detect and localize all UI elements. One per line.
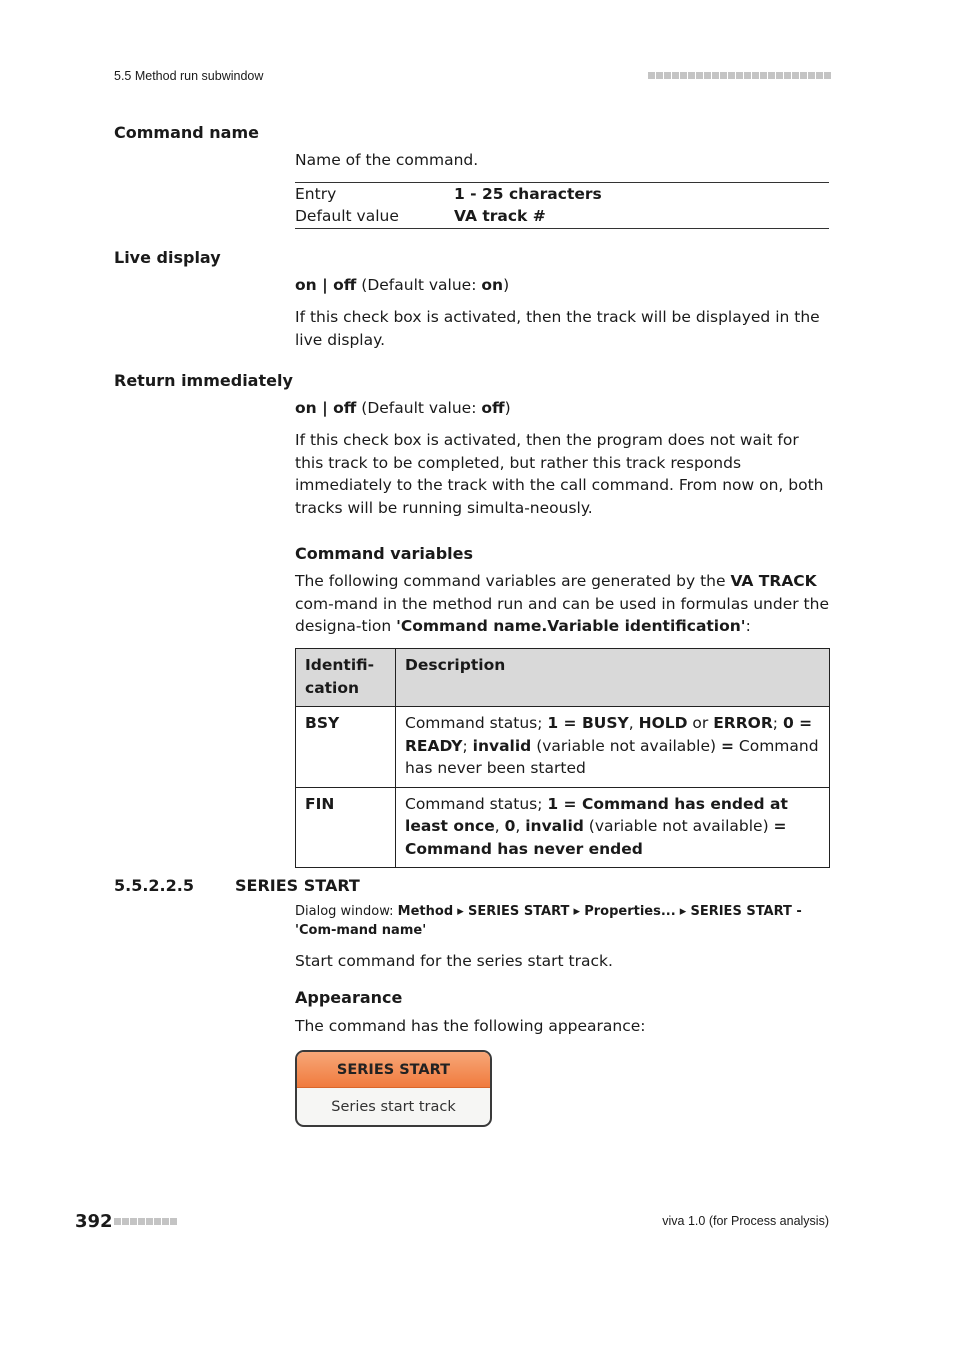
command-variables-intro: The following command variables are generated by the VA TRACK com-mand in the method run and can be used in formulas under the designa-tion 'Command name.Variable identification':: [295, 572, 829, 635]
default-key: Default value: [295, 207, 399, 225]
param-desc-return-immediately: If this check box is activated, then the program does not wait for this track to be completed, but rather this track responds immediately to the track with the call command. From now on, both tracks will be running simulta-neously.: [295, 431, 824, 517]
header-decoration-dots: [648, 72, 831, 79]
variable-id: FIN: [296, 787, 396, 868]
appearance-description: The command has the following appearance:: [295, 1017, 646, 1035]
param-label-return-immediately: Return immediately: [114, 371, 293, 390]
breadcrumb-arrow-icon: ▸: [573, 904, 581, 919]
section-number: 5.5.2.2.5: [114, 876, 194, 895]
table-bottom-rule: [295, 228, 829, 229]
breadcrumb-arrow-icon: ▸: [457, 904, 464, 919]
table-row: [296, 787, 830, 868]
column-header-identification: Identifi-cation: [296, 649, 396, 707]
entry-row: [295, 183, 829, 205]
table-header-row: [296, 649, 830, 707]
dialog-window-path: Dialog window: Method ▸ SERIES START ▸ Properties... ▸ SERIES START - 'Com-mand name': [295, 904, 802, 938]
variable-id: BSY: [296, 707, 396, 788]
table-row: [296, 707, 830, 788]
default-row: [295, 205, 829, 227]
param-desc-live-display: If this check box is activated, then the track will be displayed in the live display.: [295, 308, 820, 349]
section-description: Start command for the series start track.: [295, 952, 613, 970]
command-tile-subtitle: Series start track: [331, 1099, 456, 1115]
param-label-live-display: Live display: [114, 248, 221, 267]
column-header-description: Description: [396, 649, 830, 707]
param-desc-command-name: Name of the command.: [295, 151, 479, 169]
default-value: VA track #: [454, 207, 546, 225]
variable-description: Command status; 1 = Command has ended at least once, 0, invalid (variable not available) = Command has never ended: [396, 787, 830, 868]
variable-description: Command status; 1 = BUSY, HOLD or ERROR; 0 = READY; invalid (variable not available) = Command has never been started: [396, 707, 830, 788]
entry-value: 1 - 25 characters: [454, 185, 602, 203]
footer-product: viva 1.0 (for Process analysis): [662, 1214, 829, 1228]
section-title: SERIES START: [235, 876, 360, 895]
command-variables-table: [295, 648, 830, 868]
page-number: 392: [75, 1211, 113, 1232]
param-label-command-name: Command name: [114, 123, 259, 142]
entry-key: Entry: [295, 185, 337, 203]
command-tile-title: SERIES START: [297, 1052, 490, 1088]
breadcrumb-arrow-icon: ▸: [679, 904, 687, 919]
param-options-live-display: on | off (Default value: on): [295, 276, 510, 294]
appearance-heading: Appearance: [295, 988, 403, 1007]
footer-decoration-dots: [114, 1218, 177, 1225]
running-header-section: 5.5 Method run subwindow: [114, 69, 264, 83]
series-start-command-tile: [295, 1050, 492, 1127]
param-options-return-immediately: on | off (Default value: off): [295, 399, 511, 417]
command-variables-heading: Command variables: [295, 544, 473, 563]
